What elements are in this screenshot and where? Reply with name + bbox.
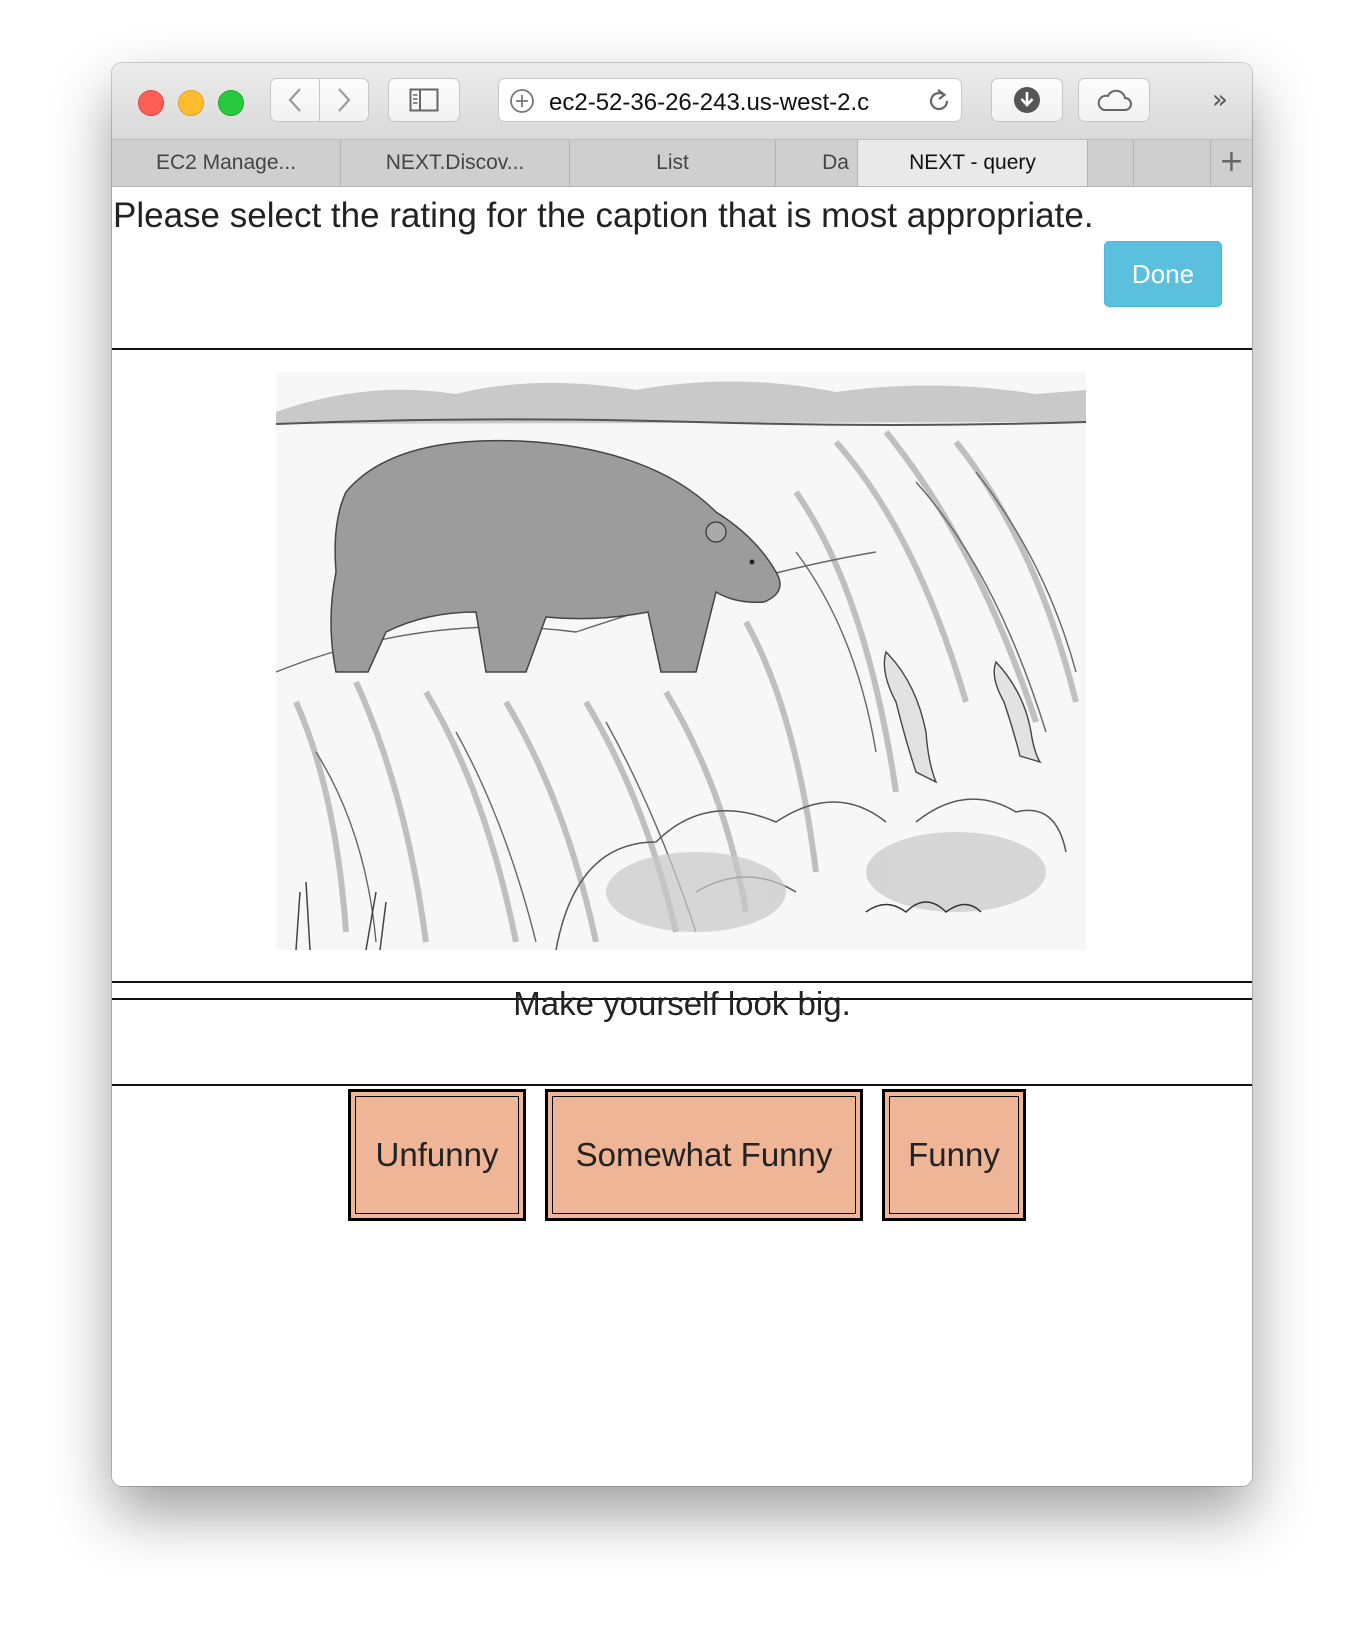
chevron-left-icon xyxy=(287,87,303,113)
instruction-text: Please select the rating for the caption that is most appropriate. xyxy=(113,196,1094,235)
tab-label: NEXT.Discov... xyxy=(385,151,525,174)
download-icon xyxy=(1012,85,1042,115)
cloud-button[interactable] xyxy=(1078,78,1150,122)
close-window-button[interactable] xyxy=(138,90,164,116)
divider xyxy=(112,348,1252,350)
reload-icon[interactable] xyxy=(925,87,953,115)
rating-unfunny-button[interactable]: Unfunny xyxy=(348,1089,526,1221)
browser-window xyxy=(112,63,1252,1486)
cloud-icon xyxy=(1095,87,1133,113)
forward-button[interactable] xyxy=(319,78,369,122)
divider xyxy=(112,981,1252,983)
divider xyxy=(112,1084,1252,1086)
tab-label: Da xyxy=(822,151,849,174)
tab-ec2[interactable] xyxy=(112,140,341,186)
caption-text: Make yourself look big. xyxy=(513,985,851,1022)
address-bar[interactable] xyxy=(498,78,962,122)
tab-label: EC2 Manage... xyxy=(155,151,297,174)
tab-da[interactable] xyxy=(776,140,858,186)
downloads-button[interactable] xyxy=(991,78,1063,122)
tab-next-query[interactable] xyxy=(858,140,1088,186)
zoom-window-button[interactable] xyxy=(218,90,244,116)
toolbar-overflow-icon[interactable]: » xyxy=(1212,85,1228,115)
page-content xyxy=(112,187,1252,1486)
title-bar xyxy=(112,63,1252,140)
add-bookmark-icon[interactable] xyxy=(509,88,535,114)
tab-label: NEXT - query xyxy=(909,151,1036,174)
bear-cartoon-drawing xyxy=(276,372,1086,950)
new-tab-button[interactable]: + xyxy=(1210,140,1252,186)
sidebar-toggle-button[interactable] xyxy=(388,78,460,122)
tab-next-discovery[interactable] xyxy=(341,140,570,186)
done-button[interactable]: Done xyxy=(1104,241,1222,307)
tab-empty[interactable] xyxy=(1088,140,1134,186)
back-button[interactable] xyxy=(270,78,320,122)
chevron-right-icon xyxy=(336,87,352,113)
tab-label: List xyxy=(656,151,689,174)
rating-somewhat-funny-button[interactable]: Somewhat Funny xyxy=(545,1089,863,1221)
url-text[interactable]: ec2-52-36-26-243.us-west-2.c xyxy=(549,89,870,116)
rating-funny-button[interactable]: Funny xyxy=(882,1089,1026,1221)
minimize-window-button[interactable] xyxy=(178,90,204,116)
tab-bar xyxy=(112,140,1252,187)
tab-list[interactable] xyxy=(570,140,776,186)
cartoon-image xyxy=(276,372,1086,950)
sidebar-icon xyxy=(409,88,439,112)
